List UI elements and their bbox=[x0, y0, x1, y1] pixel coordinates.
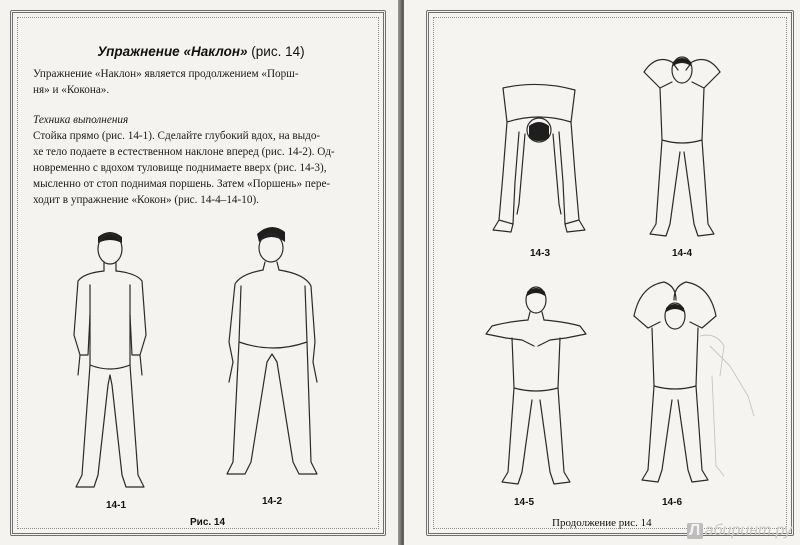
figure-14-6-illustration bbox=[620, 276, 770, 491]
body-line-3: новременно с вдохом туловище поднимаете вверх (рис. 14-3), bbox=[33, 162, 327, 174]
figure-14-4-illustration bbox=[632, 48, 732, 248]
body-line-2: хе тело подаете в естественном наклоне вперед (рис. 14-2). Од- bbox=[33, 146, 335, 158]
body-line-1: Стойка прямо (рис. 14-1). Сделайте глубокий вдох, на выдо- bbox=[33, 130, 321, 142]
figure-label-14-2: 14-2 bbox=[262, 496, 283, 507]
figure-14-3-illustration bbox=[489, 82, 589, 242]
intro-line-1: Упражнение «Наклон» является продолжением «Порш- bbox=[33, 68, 299, 80]
figure-14-2-illustration bbox=[215, 222, 335, 497]
figure-label-14-4: 14-4 bbox=[672, 248, 693, 259]
title-figure-ref: (рис. 14) bbox=[251, 44, 305, 59]
body-line-5: ходит в упражнение «Кокон» (рис. 14-4–14-10). bbox=[33, 194, 259, 206]
figure-label-14-6: 14-6 bbox=[662, 497, 683, 508]
exercise-title bbox=[0, 44, 402, 59]
labirint-watermark bbox=[687, 522, 792, 540]
right-page bbox=[404, 0, 800, 545]
title-bold: Упражнение «Наклон» bbox=[97, 44, 248, 59]
intro-line-2: ня» и «Кокона». bbox=[33, 84, 110, 96]
body-line-4: мысленно от стоп поднимая поршень. Затем «Поршень» пере- bbox=[33, 178, 331, 190]
figure-label-14-1: 14-1 bbox=[106, 500, 127, 511]
figure-14-5-illustration bbox=[476, 282, 596, 492]
figure-label-14-3: 14-3 bbox=[530, 248, 551, 259]
figure-14-1-illustration bbox=[60, 225, 170, 500]
watermark-text: абиринт.ру bbox=[704, 522, 792, 539]
figure-caption-right: Продолжение рис. 14 bbox=[552, 517, 652, 529]
watermark-logo-icon: Л bbox=[687, 523, 703, 539]
technique-subheading: Техника выполнения bbox=[33, 114, 129, 126]
figure-caption-left: Рис. 14 bbox=[190, 517, 226, 528]
figure-label-14-5: 14-5 bbox=[514, 497, 535, 508]
